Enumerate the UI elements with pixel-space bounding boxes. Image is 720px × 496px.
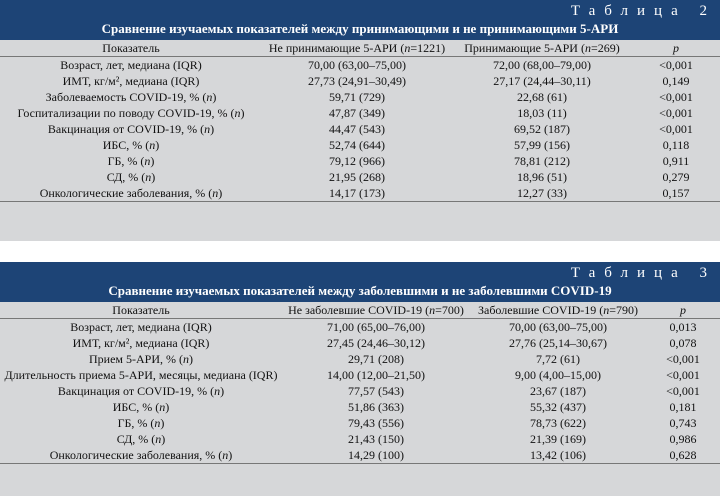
table-row (0, 137, 720, 153)
table-cell: 59,71 (729) (329, 90, 385, 104)
table-cell: 14,29 (100) (282, 447, 470, 464)
table-cell: Вакцинация от COVID-19, % (n) (57, 384, 225, 398)
table-cell: ГБ, % (n) (117, 416, 165, 430)
table-3-title: Сравнение изучаемых показателей между заболевшими и не заболевшими COVID-19 (108, 283, 612, 298)
column-header: Не заболевшие COVID-19 (n=700) (282, 302, 470, 319)
table-cell: <0,001 (659, 106, 693, 120)
table-cell: 9,00 (4,00–15,00) (515, 368, 601, 382)
table-cell: 77,57 (543) (348, 384, 404, 398)
table-2-grid (0, 40, 720, 202)
table-cell: 70,00 (63,00–75,00) (509, 320, 607, 334)
table-cell: 18,96 (51) (517, 170, 567, 184)
table-cell: 29,71 (208) (348, 352, 404, 366)
table-cell: 27,76 (25,14–30,67) (509, 336, 607, 350)
table-row (0, 169, 720, 185)
table-cell: 57,99 (156) (514, 138, 570, 152)
table-row (0, 105, 720, 121)
table-3-grid (0, 302, 720, 464)
table-cell: 71,00 (65,00–76,00) (327, 320, 425, 334)
table-cell: 22,68 (61) (517, 90, 567, 104)
column-header: p (646, 302, 720, 319)
table-2-header (0, 0, 720, 40)
table-cell: 0,743 (669, 416, 697, 430)
table-row (0, 121, 720, 137)
table-cell: Вакцинация от COVID-19, % (n) (47, 122, 215, 136)
table-row (0, 73, 720, 89)
table-row (0, 319, 720, 336)
table-cell: 0,013 (669, 320, 697, 334)
table-row (0, 351, 720, 367)
table-2 (0, 0, 720, 241)
table-cell: 0,911 (662, 154, 690, 168)
table-cell: Госпитализации по поводу COVID-19, % (n) (17, 106, 245, 120)
table-cell: 23,67 (187) (530, 384, 586, 398)
table-cell: <0,001 (659, 58, 693, 72)
table-cell: 0,628 (646, 447, 720, 464)
table-cell: <0,001 (666, 368, 700, 382)
table-2-title: Сравнение изучаемых показателей между принимающими и не принимающими 5-АРИ (101, 21, 619, 36)
table-cell: 70,00 (63,00–75,00) (308, 58, 406, 72)
table-cell: 44,47 (543) (329, 122, 385, 136)
table-cell: 47,87 (349) (329, 106, 385, 120)
table-cell: ИМТ, кг/м², медиана (IQR) (72, 336, 210, 350)
table-cell: ГБ, % (n) (107, 154, 155, 168)
table-cell: ИБС, % (n) (102, 138, 160, 152)
table-cell: Длительность приема 5-АРИ, месяцы, медиана (IQR) (4, 368, 278, 382)
table-row (0, 383, 720, 399)
table-3 (0, 262, 720, 496)
table-cell: 12,27 (33) (452, 185, 632, 202)
table-row (0, 185, 720, 202)
table-cell: 13,42 (106) (470, 447, 646, 464)
table-3-header (0, 262, 720, 302)
table-cell: 79,12 (966) (329, 154, 385, 168)
table-cell: 0,986 (669, 432, 697, 446)
table-row (0, 153, 720, 169)
table-cell: 27,45 (24,46–30,12) (327, 336, 425, 350)
table-cell: Онкологические заболевания, % (n) (0, 185, 262, 202)
column-header: Показатель (0, 40, 262, 57)
column-header: Принимающие 5-АРИ (n=269) (452, 40, 632, 57)
table-cell: СД, % (n) (116, 432, 166, 446)
table-cell: 27,17 (24,44–30,11) (493, 74, 591, 88)
table-cell: ИМТ, кг/м², медиана (IQR) (62, 74, 200, 88)
table-cell: 14,17 (173) (262, 185, 452, 202)
table-cell: <0,001 (666, 384, 700, 398)
table-3-number: Таблица 3 (570, 265, 716, 281)
table-row (0, 335, 720, 351)
table-2-number: Таблица 2 (570, 3, 716, 19)
table-cell: 21,39 (169) (530, 432, 586, 446)
table-row (0, 57, 720, 74)
table-cell: 78,81 (212) (514, 154, 570, 168)
table-cell: 21,43 (150) (348, 432, 404, 446)
table-cell: 0,149 (662, 74, 690, 88)
table-row (0, 367, 720, 383)
table-row (0, 89, 720, 105)
table-cell: 51,86 (363) (348, 400, 404, 414)
column-header: Показатель (0, 302, 282, 319)
table-cell: 7,72 (61) (536, 352, 580, 366)
table-cell: 52,74 (644) (329, 138, 385, 152)
table-cell: 21,95 (268) (329, 170, 385, 184)
table-cell: Возраст, лет, медиана (IQR) (70, 320, 212, 334)
table-row (0, 399, 720, 415)
table-cell: <0,001 (659, 122, 693, 136)
table-cell: 27,73 (24,91–30,49) (308, 74, 406, 88)
table-cell: 18,03 (11) (517, 106, 567, 120)
column-header: Не принимающие 5-АРИ (n=1221) (262, 40, 452, 57)
table-cell: 72,00 (68,00–79,00) (493, 58, 591, 72)
table-cell: Возраст, лет, медиана (IQR) (60, 58, 202, 72)
table-row (0, 447, 720, 464)
table-cell: 0,118 (662, 138, 690, 152)
table-cell: 55,32 (437) (530, 400, 586, 414)
header-row (0, 302, 720, 319)
column-header: Заболевшие COVID-19 (n=790) (470, 302, 646, 319)
table-cell: <0,001 (666, 352, 700, 366)
column-header: p (632, 40, 720, 57)
table-cell: Онкологические заболевания, % (n) (0, 447, 282, 464)
table-cell: 0,078 (669, 336, 697, 350)
table-row (0, 415, 720, 431)
table-cell: 0,157 (632, 185, 720, 202)
table-cell: ИБС, % (n) (112, 400, 170, 414)
table-row (0, 431, 720, 447)
table-cell: СД, % (n) (106, 170, 156, 184)
table-cell: 69,52 (187) (514, 122, 570, 136)
table-cell: 79,43 (556) (348, 416, 404, 430)
table-cell: 0,279 (662, 170, 690, 184)
table-cell: Заболеваемость COVID-19, % (n) (45, 90, 217, 104)
header-row (0, 40, 720, 57)
table-cell: 78,73 (622) (530, 416, 586, 430)
table-cell: 14,00 (12,00–21,50) (327, 368, 425, 382)
table-cell: Прием 5-АРИ, % (n) (88, 352, 193, 366)
table-cell: <0,001 (659, 90, 693, 104)
table-cell: 0,181 (669, 400, 697, 414)
